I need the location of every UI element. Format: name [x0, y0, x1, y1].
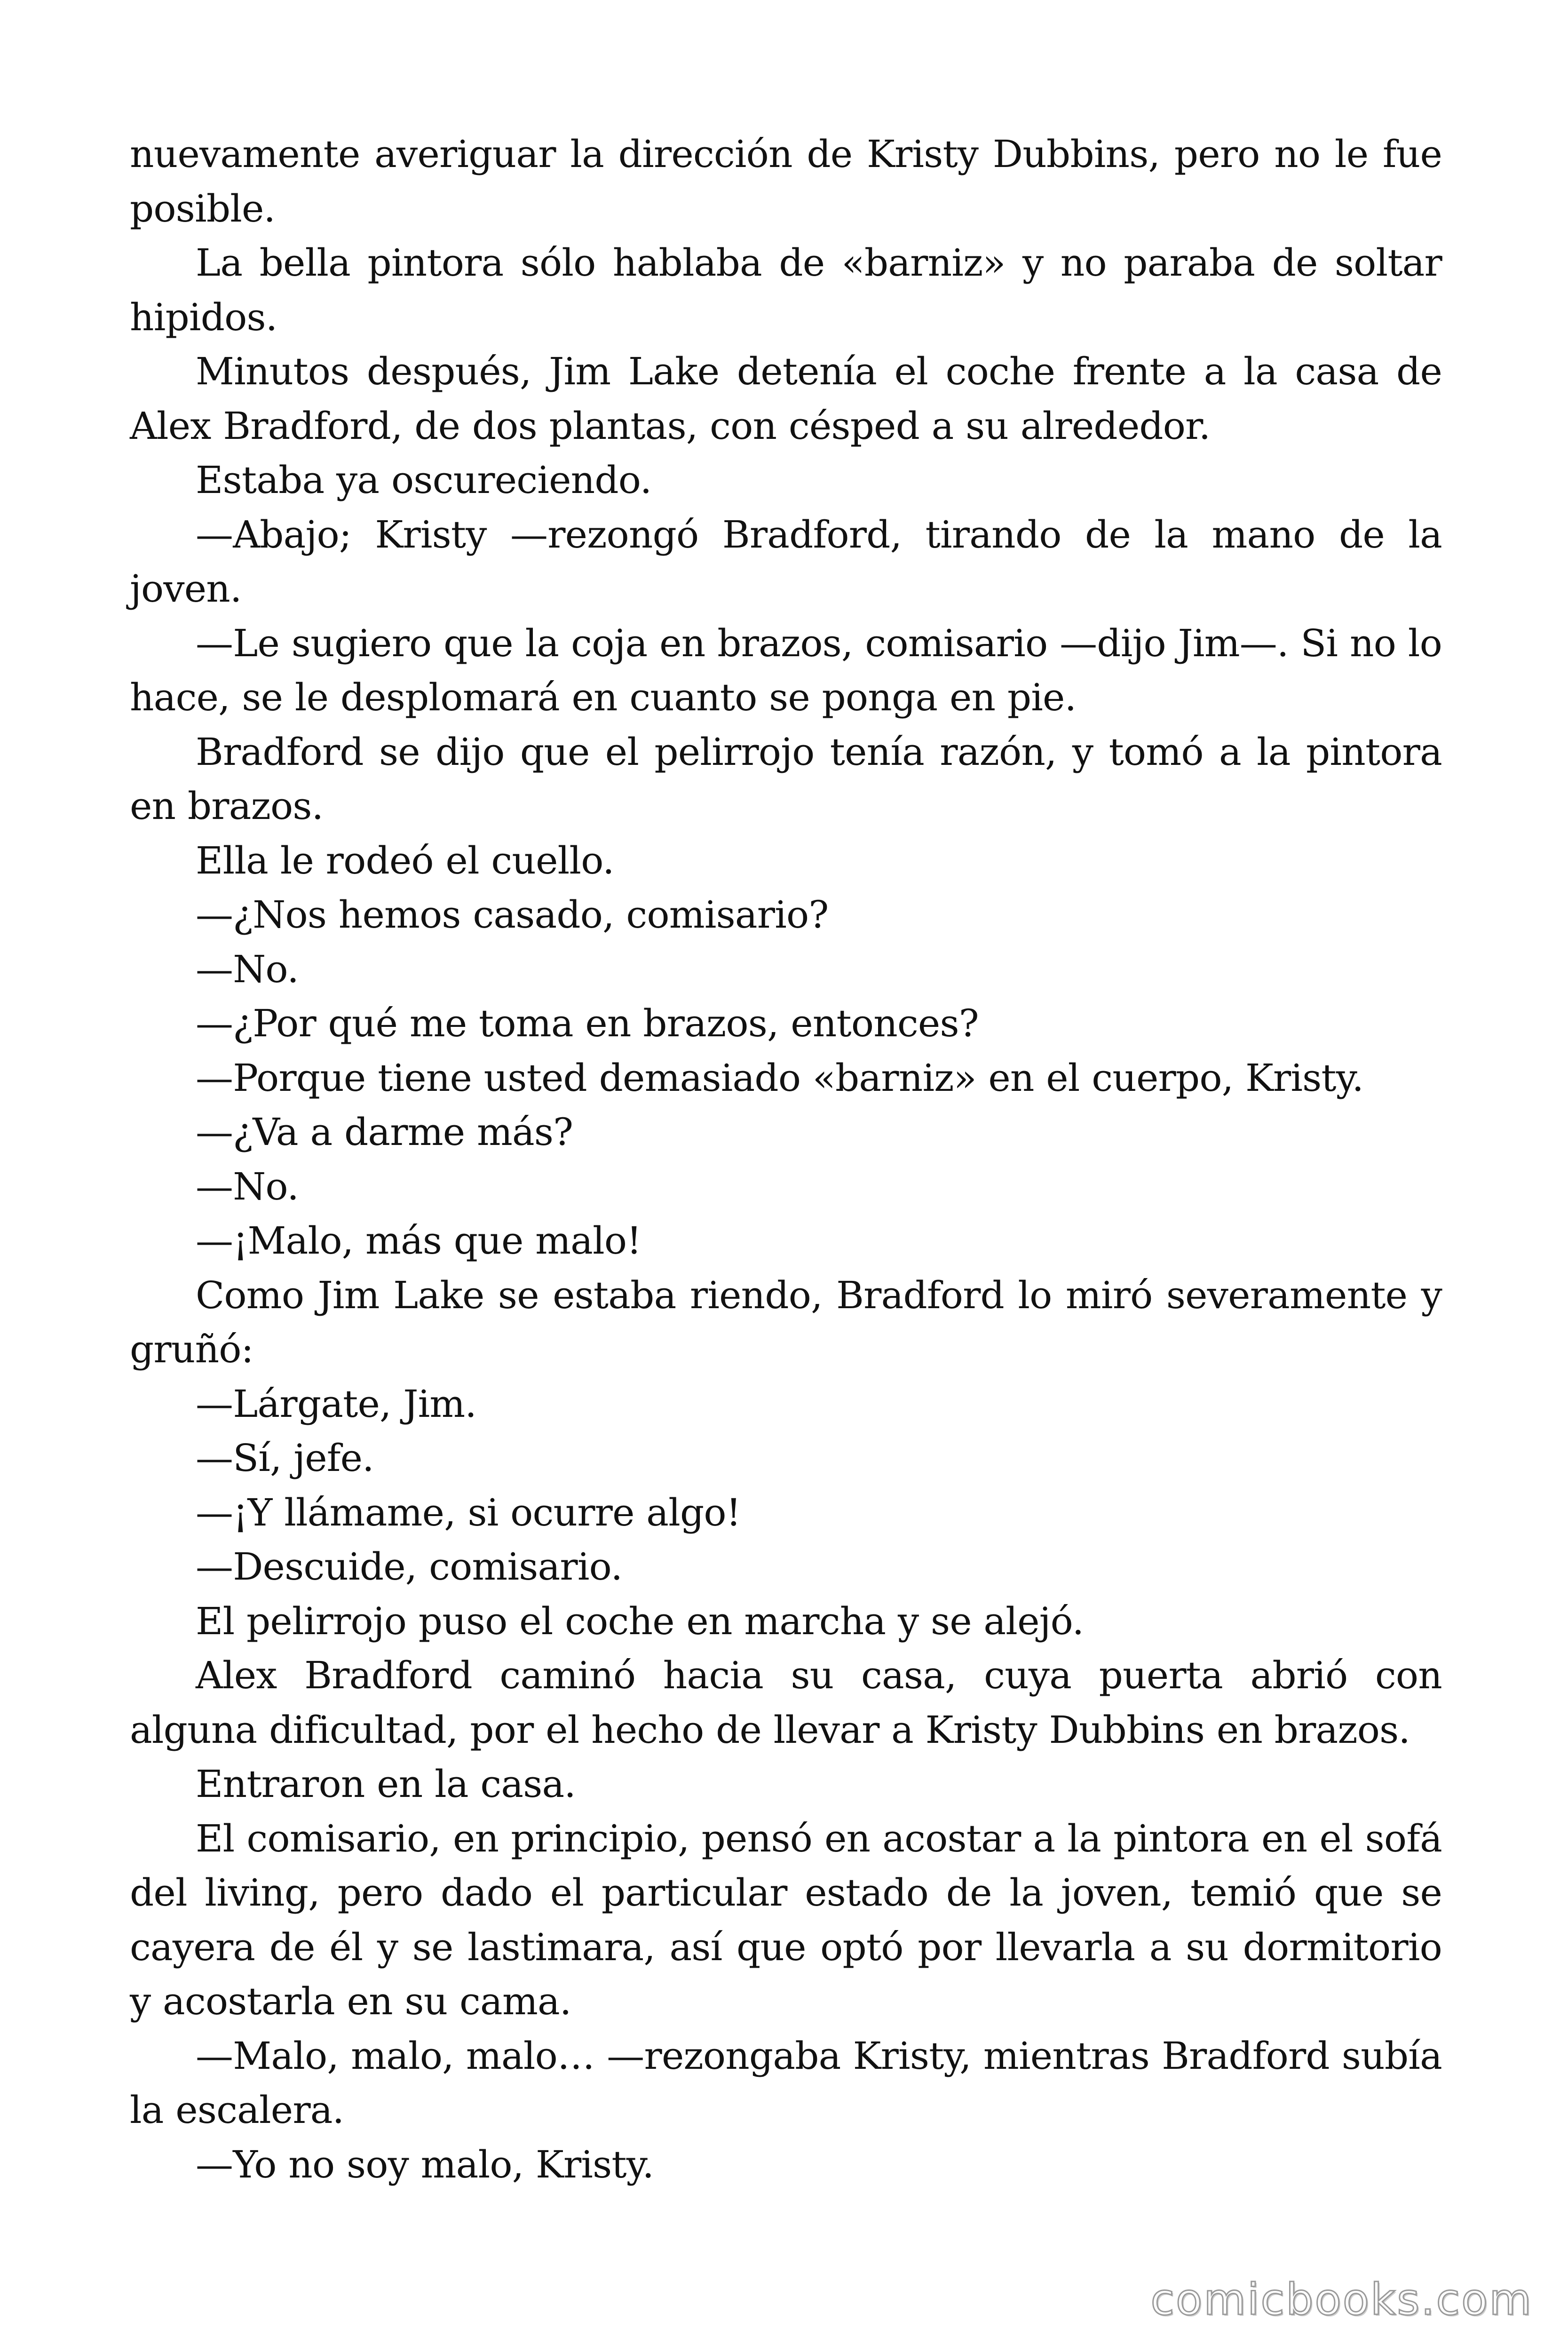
paragraph: —Le sugiero que la coja en brazos, comisario —dijo Jim—. Si no lo hace, se le desplomará en cuanto se ponga en pie.: [130, 621, 1442, 719]
paragraph: —Descuide, comisario.: [196, 1545, 623, 1589]
paragraph: Estaba ya oscureciendo.: [196, 458, 652, 502]
paragraph: —Porque tiene usted demasiado «barniz» en el cuerpo, Kristy.: [196, 1056, 1364, 1100]
paragraph: Ella le rodeó el cuello.: [196, 838, 614, 882]
body-text: [130, 127, 1442, 2192]
paragraph: —¡Y llámame, si ocurre algo!: [196, 1490, 741, 1534]
paragraph: —Lárgate, Jim.: [196, 1382, 477, 1426]
paragraph: —Abajo; Kristy —rezongó Bradford, tirando de la mano de la joven.: [130, 512, 1442, 611]
paragraph: —¿Por qué me toma en brazos, entonces?: [196, 1001, 979, 1045]
paragraph: Como Jim Lake se estaba riendo, Bradford lo miró severamente y gruñó:: [130, 1273, 1442, 1371]
paragraph: —Sí, jefe.: [196, 1436, 374, 1480]
paragraph: —¿Va a darme más?: [196, 1110, 573, 1154]
paragraph: —¿Nos hemos casado, comisario?: [196, 893, 829, 937]
watermark-logo: comicbooks.com: [1150, 2274, 1533, 2325]
paragraph: Entraron en la casa.: [196, 1762, 576, 1806]
paragraph: Alex Bradford caminó hacia su casa, cuya puerta abrió con alguna dificultad, por el hecho de llevar a Kristy Dubbins en brazos.: [130, 1653, 1442, 1752]
paragraph: —¡Malo, más que malo!: [196, 1219, 641, 1263]
paragraph: —Malo, malo, malo… —rezongaba Kristy, mientras Bradford subía la escalera.: [130, 2034, 1442, 2132]
paragraph: —No.: [196, 947, 299, 991]
paragraph: —No.: [196, 1164, 299, 1208]
paragraph: El comisario, en principio, pensó en acostar a la pintora en el sofá del living, pero dado el particular estado de la joven, temió que se cayera de él y se lastimara, así que optó por llevarla a su dormitorio y acostarla en su cama.: [130, 1816, 1442, 2023]
paragraph: La bella pintora sólo hablaba de «barniz» y no paraba de soltar hipidos.: [130, 241, 1442, 339]
paragraph: nuevamente averiguar la dirección de Kristy Dubbins, pero no le fue posible.: [130, 132, 1442, 230]
paragraph: Bradford se dijo que el pelirrojo tenía razón, y tomó a la pintora en brazos.: [130, 730, 1442, 828]
paragraph: El pelirrojo puso el coche en marcha y se alejó.: [196, 1599, 1084, 1643]
paragraph: Minutos después, Jim Lake detenía el coche frente a la casa de Alex Bradford, de dos plantas, con césped a su alrededor.: [130, 350, 1442, 448]
paragraph: —Yo no soy malo, Kristy.: [196, 2142, 654, 2186]
